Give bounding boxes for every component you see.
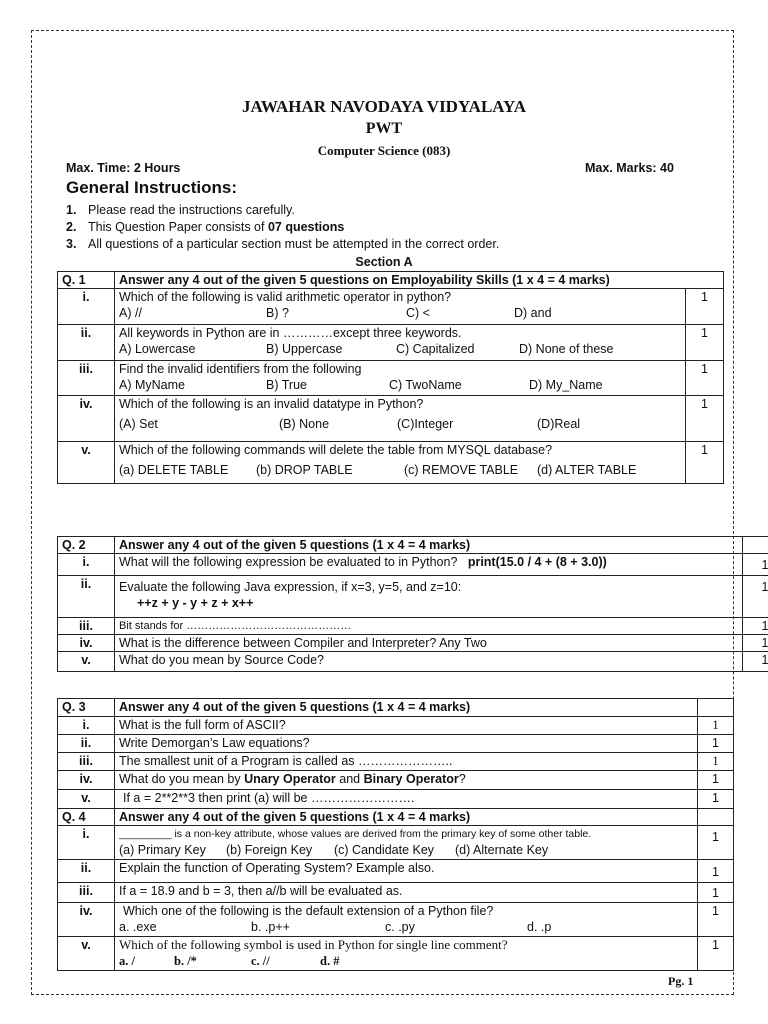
max-time: Max. Time: 2 Hours	[66, 161, 181, 175]
option: (a) Primary Key	[119, 843, 206, 857]
table-row	[58, 289, 724, 325]
q1-number: Q. 1	[58, 272, 115, 289]
table-row	[58, 771, 734, 790]
question-text: Evaluate the following Java expression, if x=3, y=5, and z=10:	[119, 580, 462, 594]
marks-header	[743, 537, 768, 554]
question-number: iii.	[58, 753, 115, 771]
question-cell	[115, 554, 743, 576]
q4-header-row	[58, 809, 734, 826]
question-cell	[115, 325, 686, 361]
question-cell	[115, 396, 686, 442]
marks: 1	[686, 361, 724, 396]
question-cell	[115, 903, 698, 937]
instruction-item: 1. Please read the instructions carefully.	[66, 203, 295, 217]
question-text: What is the difference between Compiler and Interpreter? Any Two	[115, 635, 743, 652]
question-number: i.	[58, 554, 115, 576]
options	[119, 341, 681, 357]
option: (b) Foreign Key	[226, 843, 313, 857]
question-cell	[115, 576, 743, 618]
table-row	[58, 937, 734, 971]
max-marks: Max. Marks: 40	[585, 161, 674, 175]
q3-number: Q. 3	[58, 699, 115, 717]
option: B) Uppercase	[266, 342, 343, 356]
question-text: What will the following expression be evaluated to in Python?	[119, 555, 458, 569]
marks: 1	[698, 860, 734, 883]
question-text: All keywords in Python are in …………except three keywords.	[119, 326, 462, 340]
question-text: What do you mean by Source Code?	[115, 652, 743, 672]
question-text: Explain the function of Operating System? Example also.	[115, 860, 698, 883]
instructions-list	[66, 202, 499, 253]
option: b. /*	[174, 954, 197, 968]
q2-number: Q. 2	[58, 537, 115, 554]
option: (b) DROP TABLE	[256, 463, 353, 477]
question-number: ii.	[58, 735, 115, 753]
q3-header-row	[58, 699, 734, 717]
table-row	[58, 790, 734, 809]
question-number: i.	[58, 289, 115, 325]
marks: 1	[743, 635, 768, 652]
table-row	[58, 576, 768, 618]
question-text: Find the invalid identifiers from the following	[119, 362, 362, 376]
table-row	[58, 753, 734, 771]
marks: 1	[698, 735, 734, 753]
instructions-heading: General Instructions:	[66, 178, 237, 197]
options	[119, 462, 681, 478]
option: a. /	[119, 954, 135, 968]
marks: 1	[698, 883, 734, 903]
option: A) Lowercase	[119, 342, 196, 356]
option: c. //	[251, 954, 270, 968]
instruction-item: 3. All questions of a particular section must be attempted in the correct order.	[66, 237, 500, 251]
q2-table	[57, 536, 768, 672]
option: (d) ALTER TABLE	[537, 463, 637, 477]
question-number: v.	[58, 790, 115, 809]
table-row	[58, 442, 724, 484]
table-row	[58, 396, 724, 442]
option: A) //	[119, 306, 142, 320]
question-text: Bit stands for ………………………………………	[115, 618, 743, 635]
option: D) None of these	[519, 342, 614, 356]
section-title: Section A	[355, 255, 413, 269]
question-number: ii.	[58, 325, 115, 361]
option: (C)Integer	[397, 417, 454, 431]
option: C) TwoName	[389, 378, 462, 392]
option: D) My_Name	[529, 378, 603, 392]
marks: 1	[686, 442, 724, 484]
question-number: v.	[58, 652, 115, 672]
marks: 1	[743, 618, 768, 635]
options	[119, 377, 681, 393]
question-text: What is the full form of ASCII?	[115, 717, 698, 735]
question-text: The smallest unit of a Program is called as …………………..	[115, 753, 698, 771]
table-row	[58, 883, 734, 903]
question-text: Which of the following symbol is used in Python for single line comment?	[119, 937, 508, 952]
marks: 1	[743, 554, 768, 576]
question-text: Which one of the following is the default extension of a Python file?	[123, 904, 494, 918]
option: b. .p++	[251, 920, 290, 934]
table-row	[58, 554, 768, 576]
marks: 1	[698, 903, 734, 937]
question-cell	[115, 442, 686, 484]
table-row	[58, 635, 768, 652]
question-text: If a = 2**2**3 then print (a) will be …………………….	[115, 790, 698, 809]
marks: 1	[686, 325, 724, 361]
q1-header-row	[58, 272, 724, 289]
option: C) <	[406, 306, 430, 320]
marks: 1	[743, 576, 768, 618]
question-cell	[115, 361, 686, 396]
option: (B) None	[279, 417, 330, 431]
code-expression: print(15.0 / 4 + (8 + 3.0))	[467, 555, 607, 569]
question-number: ii.	[58, 576, 115, 618]
marks: 1	[698, 826, 734, 860]
question-number: v.	[58, 937, 115, 971]
marks: 1	[698, 790, 734, 809]
question-cell	[115, 289, 686, 325]
table-row	[58, 826, 734, 860]
marks: 1	[686, 289, 724, 325]
option: (a) DELETE TABLE	[119, 463, 229, 477]
q4-title: Answer any 4 out of the given 5 questions (1 x 4 = 4 marks)	[115, 809, 698, 826]
exam-name: PWT	[365, 120, 403, 137]
option: (d) Alternate Key	[455, 843, 549, 857]
option: (c) Candidate Key	[334, 843, 435, 857]
question-cell	[115, 937, 698, 971]
q3-title: Answer any 4 out of the given 5 questions (1 x 4 = 4 marks)	[115, 699, 698, 717]
question-number: iii.	[58, 361, 115, 396]
question-text: If a = 18.9 and b = 3, then a//b will be evaluated as.	[115, 883, 698, 903]
marks: 1	[743, 652, 768, 672]
q2-header-row	[58, 537, 768, 554]
option: (D)Real	[537, 417, 581, 431]
q1-table	[57, 271, 724, 484]
table-row	[58, 652, 768, 672]
question-number: i.	[58, 717, 115, 735]
question-text: What do you mean by Unary Operator and Binary Operator?	[115, 771, 698, 790]
question-number: iv.	[58, 903, 115, 937]
q4-number: Q. 4	[58, 809, 115, 826]
code-expression: ++z + y - y + z + x++	[137, 596, 254, 610]
question-number: ii.	[58, 860, 115, 883]
option: (c) REMOVE TABLE	[404, 463, 519, 477]
marks-header	[698, 809, 734, 826]
question-number: iii.	[58, 883, 115, 903]
option: d. .p	[527, 920, 552, 934]
table-row	[58, 325, 724, 361]
school-name: JAWAHAR NAVODAYA VIDYALAYA	[241, 97, 527, 116]
table-row	[58, 903, 734, 937]
table-row	[58, 618, 768, 635]
option: d. #	[320, 954, 340, 968]
question-number: v.	[58, 442, 115, 484]
question-number: iv.	[58, 396, 115, 442]
option: (A) Set	[119, 417, 158, 431]
question-text: Which of the following commands will delete the table from MYSQL database?	[119, 443, 553, 457]
option: a. .exe	[119, 920, 157, 934]
option: B) ?	[266, 306, 289, 320]
table-row	[58, 860, 734, 883]
question-number: iv.	[58, 771, 115, 790]
marks: 1	[686, 396, 724, 442]
q2-title: Answer any 4 out of the given 5 questions (1 x 4 = 4 marks)	[115, 537, 743, 554]
options	[119, 953, 693, 969]
options	[119, 416, 681, 432]
question-text: Write Demorgan’s Law equations?	[115, 735, 698, 753]
marks: 1	[698, 717, 734, 735]
question-number: iii.	[58, 618, 115, 635]
table-row	[58, 735, 734, 753]
question-number: iv.	[58, 635, 115, 652]
question-number: i.	[58, 826, 115, 860]
question-text: Which of the following is valid arithmetic operator in python?	[119, 290, 452, 304]
question-text: Which of the following is an invalid datatype in Python?	[119, 397, 424, 411]
marks: 1	[698, 937, 734, 971]
marks: 1	[698, 753, 734, 771]
question-text: _________ is a non-key attribute, whose values are derived from the primary key of some other table.	[119, 828, 592, 840]
subject-name: Computer Science (083)	[317, 143, 451, 158]
options	[119, 842, 693, 858]
option: C) Capitalized	[396, 342, 475, 356]
marks-header	[698, 699, 734, 717]
options	[119, 919, 693, 935]
options	[119, 305, 681, 321]
q1-title: Answer any 4 out of the given 5 questions on Employability Skills (1 x 4 = 4 marks)	[115, 272, 724, 289]
marks: 1	[698, 771, 734, 790]
option: D) and	[514, 306, 552, 320]
instruction-item: 2. This Question Paper consists of 07 questions	[66, 220, 345, 234]
option: B) True	[266, 378, 307, 392]
q3-q4-table	[57, 698, 734, 971]
table-row	[58, 361, 724, 396]
option: A) MyName	[119, 378, 185, 392]
question-cell	[115, 826, 698, 860]
option: c. .py	[385, 920, 415, 934]
table-row	[58, 717, 734, 735]
page-number: Pg. 1	[668, 974, 694, 988]
